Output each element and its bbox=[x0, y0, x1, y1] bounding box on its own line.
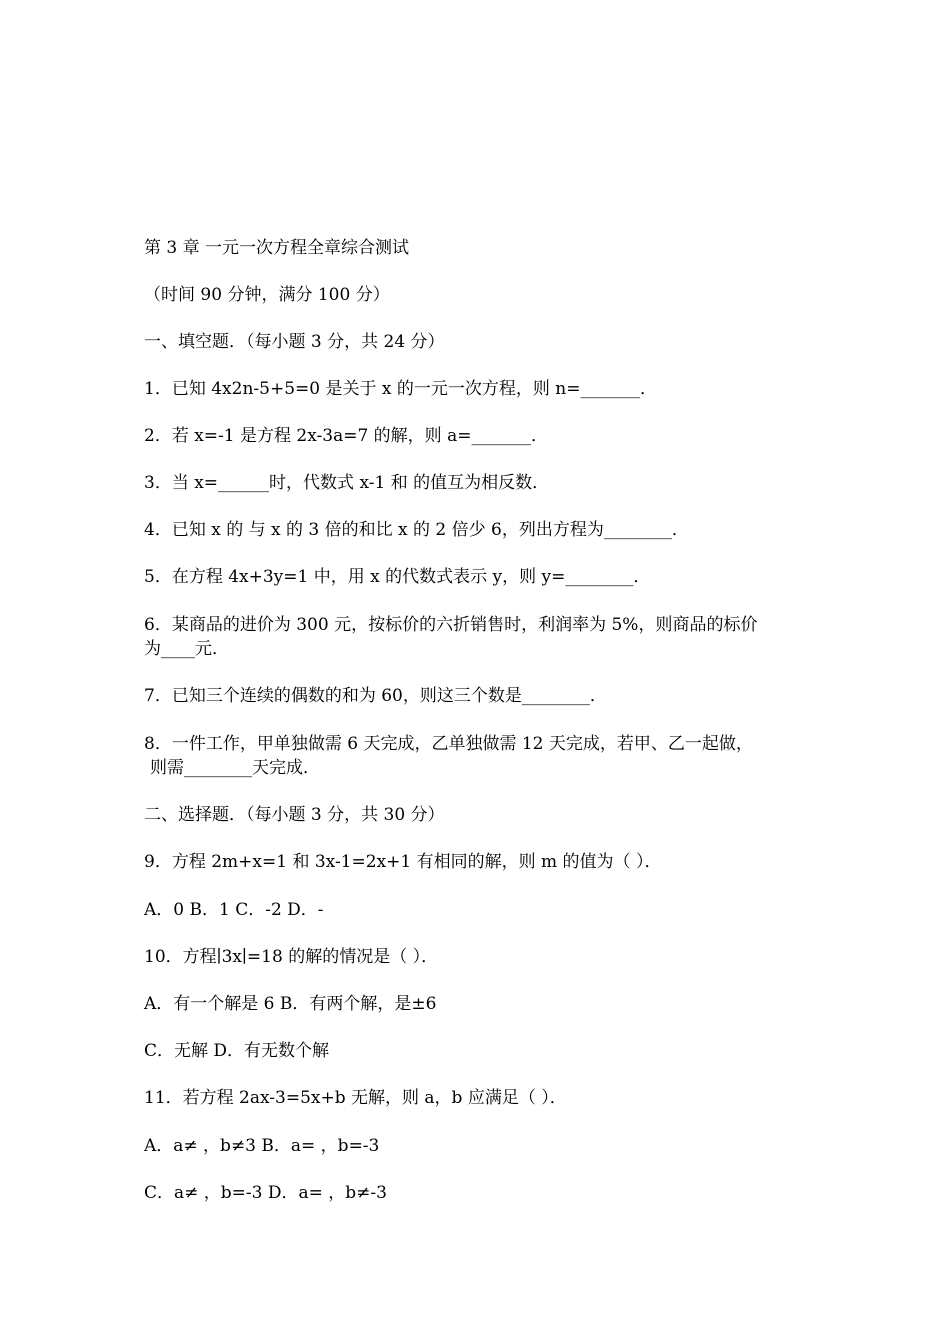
question-10-options-1: A．有一个解是 6 B．有两个解，是±6 bbox=[144, 994, 437, 1014]
question-4: 4．已知 x 的 与 x 的 3 倍的和比 x 的 2 倍少 6，列出方程为________． bbox=[144, 520, 689, 540]
question-6-line-2: 为____元． bbox=[144, 639, 229, 659]
question-10-options-2: C．无解 D．有无数个解 bbox=[144, 1041, 330, 1061]
question-10: 10．方程∣3x∣=18 的解的情况是（ ）． bbox=[144, 947, 439, 967]
question-9-options: A．0 B．1 C．-2 D．- bbox=[144, 900, 324, 920]
question-11-options-2: C．a≠ ，b=-3 D．a= ，b≠-3 bbox=[144, 1183, 387, 1203]
section-heading-fill-in: 一、填空题．（每小题 3 分，共 24 分） bbox=[144, 332, 445, 352]
section-heading-multiple-choice: 二、选择题．（每小题 3 分，共 30 分） bbox=[144, 805, 445, 825]
question-6-line-1: 6．某商品的进价为 300 元，按标价的六折销售时，利润率为 5%，则商品的标价 bbox=[144, 615, 758, 635]
question-3: 3．当 x=______时，代数式 x-1 和 的值互为相反数． bbox=[144, 473, 550, 493]
question-8-line-1: 8．一件工作，甲单独做需 6 天完成，乙单独做需 12 天完成，若甲、乙一起做， bbox=[144, 734, 753, 754]
question-11: 11．若方程 2ax-3=5x+b 无解，则 a，b 应满足（ ）． bbox=[144, 1088, 567, 1108]
question-8-line-2: 则需________天完成． bbox=[150, 758, 320, 778]
question-2: 2．若 x=-1 是方程 2x-3a=7 的解，则 a=_______． bbox=[144, 426, 548, 446]
question-11-options-1: A．a≠ ，b≠3 B．a= ，b=-3 bbox=[144, 1136, 380, 1156]
question-5: 5．在方程 4x+3y=1 中，用 x 的代数式表示 y，则 y=________． bbox=[144, 567, 651, 587]
document-subtitle: （时间 90 分钟，满分 100 分） bbox=[144, 285, 390, 305]
question-9: 9．方程 2m+x=1 和 3x-1=2x+1 有相同的解，则 m 的值为（ ）． bbox=[144, 852, 662, 872]
question-7: 7．已知三个连续的偶数的和为 60，则这三个数是________． bbox=[144, 686, 607, 706]
question-1: 1．已知 4x2n-5+5=0 是关于 x 的一元一次方程，则 n=_______． bbox=[144, 379, 657, 399]
document-title: 第 3 章 一元一次方程全章综合测试 bbox=[144, 238, 410, 258]
